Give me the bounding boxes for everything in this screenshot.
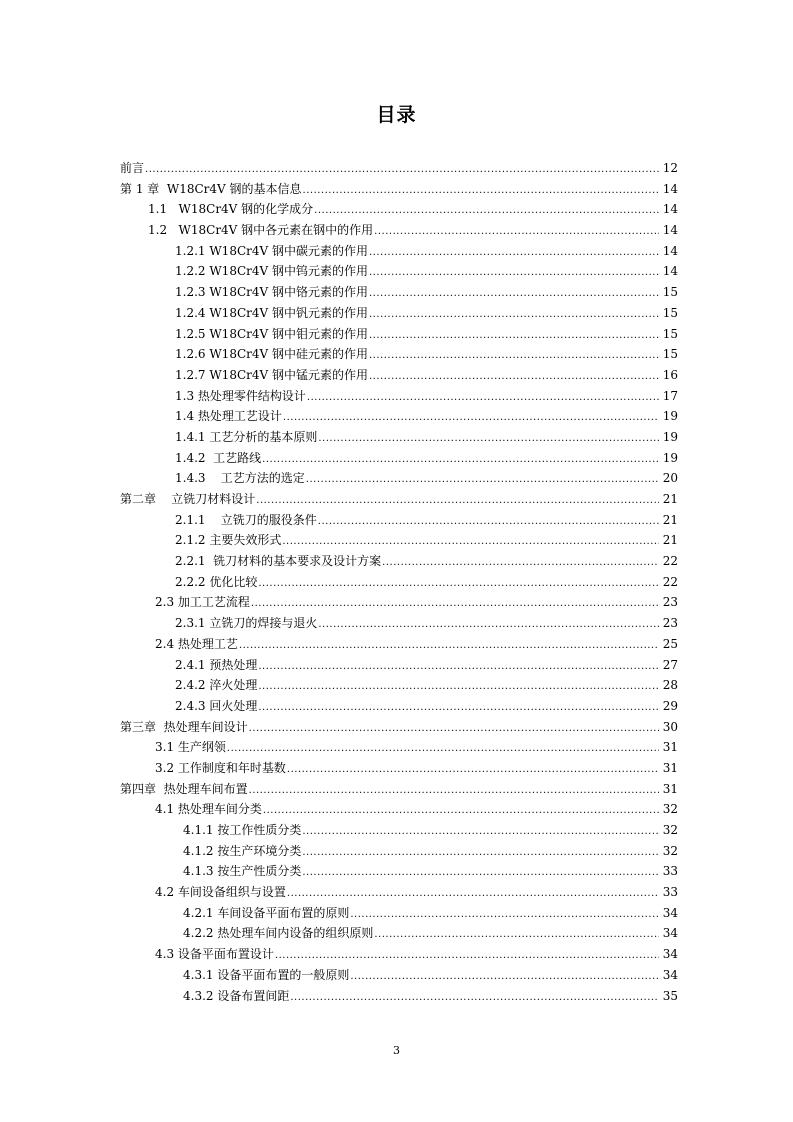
toc-entry-page: 34 — [662, 947, 678, 962]
toc-dot-leader — [262, 450, 659, 471]
toc-entry[interactable] — [120, 241, 678, 262]
toc-entry-label: 2.4 热处理工艺 — [155, 636, 238, 651]
toc-dot-leader — [350, 967, 659, 988]
toc-dot-leader — [374, 925, 659, 946]
toc-entry-label: 第三章 热处理车间设计 — [120, 719, 248, 734]
toc-entry-label: 1.2.5 W18Cr4V 钢中钼元素的作用 — [175, 326, 368, 341]
toc-entry[interactable] — [120, 344, 678, 365]
toc-entry[interactable] — [120, 799, 678, 820]
toc-dot-leader — [249, 719, 659, 740]
page-title: 目录 — [376, 104, 417, 126]
toc-dot-leader — [227, 739, 659, 760]
toc-dot-leader — [251, 594, 659, 615]
toc-entry-page: 15 — [662, 285, 678, 300]
toc-entry-label: 1.2 W18Cr4V 钢中各元素在钢中的作用 — [148, 223, 374, 238]
toc-dot-leader — [249, 781, 659, 802]
toc-entry-page: 32 — [662, 802, 678, 817]
toc-entry-label: 4.3 设备平面布置设计 — [155, 947, 274, 962]
toc-entry[interactable] — [120, 820, 678, 841]
toc-dot-leader — [302, 843, 659, 864]
toc-dot-leader — [382, 553, 659, 574]
toc-entry-page: 33 — [662, 864, 678, 879]
toc-entry-page: 14 — [662, 243, 678, 258]
toc-dot-leader — [283, 408, 659, 429]
toc-entry-page: 14 — [662, 202, 678, 217]
toc-entry[interactable] — [120, 261, 678, 282]
toc-entry-page: 23 — [662, 595, 678, 610]
toc-entry-page: 31 — [662, 740, 678, 755]
toc-entry[interactable] — [120, 696, 678, 717]
toc-entry-page: 21 — [662, 492, 678, 506]
toc-entry-label: 1.2.2 W18Cr4V 钢中钨元素的作用 — [175, 264, 368, 279]
toc-entry[interactable] — [120, 365, 678, 386]
toc-dot-leader — [369, 243, 659, 264]
toc-dot-leader — [306, 470, 659, 491]
toc-entry-page: 32 — [662, 843, 678, 858]
toc-dot-leader — [263, 801, 659, 822]
toc-entry[interactable] — [120, 303, 678, 324]
toc-entry-label: 3.1 生产纲领 — [155, 740, 226, 755]
toc-entry-page: 34 — [662, 926, 678, 941]
toc-entry[interactable] — [120, 758, 678, 779]
toc-entry-page: 12 — [662, 161, 678, 175]
toc-entry-label: 4.3.1 设备平面布置的一般原则 — [183, 967, 350, 982]
toc-dot-leader — [258, 657, 659, 678]
toc-entry-label: 2.4.3 回火处理 — [175, 698, 258, 713]
toc-entry-label: 4.1 热处理车间分类 — [155, 802, 262, 817]
toc-entry-label: 1.2.3 W18Cr4V 钢中铬元素的作用 — [175, 285, 368, 300]
toc-dot-leader — [369, 346, 659, 367]
toc-entry-page: 19 — [662, 429, 678, 444]
toc-entry[interactable] — [120, 448, 678, 469]
toc-entry-label: 4.1.3 按生产性质分类 — [183, 864, 302, 879]
toc-entry[interactable] — [120, 158, 678, 179]
toc-entry-page: 25 — [662, 636, 678, 651]
toc-entry[interactable] — [120, 882, 678, 903]
toc-dot-leader — [369, 263, 659, 284]
toc-entry-label: 1.3 热处理零件结构设计 — [175, 388, 306, 403]
toc-dot-leader — [287, 760, 659, 781]
toc-entry[interactable] — [120, 717, 678, 738]
toc-entry-page: 15 — [662, 305, 678, 320]
toc-entry-label: 4.2.1 车间设备平面布置的原则 — [183, 905, 350, 920]
toc-dot-leader — [258, 574, 659, 595]
toc-entry-page: 20 — [662, 471, 678, 486]
toc-dot-leader — [287, 884, 659, 905]
toc-entry-page: 22 — [662, 554, 678, 569]
toc-dot-leader — [258, 698, 659, 719]
toc-entry-label: 4.1.2 按生产环境分类 — [183, 843, 302, 858]
toc-entry[interactable] — [120, 737, 678, 758]
toc-entry-label: 1.1 W18Cr4V 钢的化学成分 — [148, 202, 314, 217]
toc-entry-page: 16 — [662, 367, 678, 382]
toc-entry-page: 31 — [662, 760, 678, 775]
toc-entry-label: 4.2.2 热处理车间内设备的组织原则 — [183, 926, 374, 941]
toc-entry[interactable] — [120, 986, 678, 1007]
toc-entry-label: 4.1.1 按工作性质分类 — [183, 823, 302, 837]
toc-entry-page: 21 — [662, 533, 678, 548]
toc-entry-page: 15 — [662, 326, 678, 341]
toc-entry-label: 2.3 加工工艺流程 — [155, 595, 250, 610]
toc-entry[interactable] — [120, 613, 678, 634]
toc-dot-leader — [374, 222, 659, 243]
toc-entry-page: 35 — [662, 988, 678, 1003]
toc-entry[interactable] — [120, 282, 678, 303]
toc-dot-leader — [369, 305, 659, 326]
toc-entry[interactable] — [120, 220, 678, 241]
toc-entry-label: 2.2.1 铣刀材料的基本要求及设计方案 — [175, 554, 382, 569]
toc-entry[interactable] — [120, 427, 678, 448]
toc-dot-leader — [275, 946, 659, 967]
toc-entry-page: 30 — [662, 719, 678, 734]
toc-entry[interactable] — [120, 324, 678, 345]
toc-dot-leader — [369, 326, 659, 347]
toc-entry[interactable] — [120, 634, 678, 655]
toc-entry[interactable] — [120, 530, 678, 551]
toc-entry-page: 31 — [662, 781, 678, 796]
toc-entry-page: 32 — [662, 823, 678, 837]
toc-entry[interactable] — [120, 861, 678, 882]
toc-entry-page: 14 — [662, 264, 678, 279]
toc-entry[interactable] — [120, 923, 678, 944]
toc-entry[interactable] — [120, 386, 678, 407]
toc-entry[interactable] — [120, 199, 678, 220]
toc-dot-leader — [369, 284, 659, 305]
toc-entry[interactable] — [120, 592, 678, 613]
toc-dot-leader — [145, 160, 659, 181]
toc-dot-leader — [303, 181, 659, 202]
toc-dot-leader — [369, 367, 659, 388]
toc-entry-label: 1.4 热处理工艺设计 — [175, 409, 282, 424]
toc-entry[interactable] — [120, 406, 678, 427]
toc-entry-page: 23 — [662, 616, 678, 631]
toc-entry-page: 19 — [662, 450, 678, 465]
toc-entry-label: 1.4.1 工艺分析的基本原则 — [175, 429, 318, 444]
toc-entry-page: 15 — [662, 347, 678, 362]
toc-entry[interactable] — [120, 675, 678, 696]
toc-entry-label: 2.3.1 立铣刀的焊接与退火 — [175, 616, 318, 631]
toc-entry-page: 19 — [662, 409, 678, 424]
toc-entry-label: 2.4.2 淬火处理 — [175, 678, 258, 693]
toc-dot-leader — [318, 615, 659, 636]
toc-entry-page: 14 — [662, 223, 678, 238]
toc-entry-label: 第二章 立铣刀材料设计 — [120, 492, 256, 506]
toc-entry-label: 2.1.2 主要失效形式 — [175, 533, 282, 548]
toc-entry-page: 33 — [662, 885, 678, 900]
toc-entry[interactable] — [120, 903, 678, 924]
toc-dot-leader — [256, 491, 659, 512]
toc-entry[interactable] — [120, 841, 678, 862]
toc-entry[interactable] — [120, 655, 678, 676]
toc-entry-label: 1.2.1 W18Cr4V 钢中碳元素的作用 — [175, 243, 368, 258]
toc-entry-label: 2.2.2 优化比较 — [175, 574, 258, 589]
toc-entry-page: 34 — [662, 905, 678, 920]
toc-entry[interactable] — [120, 179, 678, 200]
toc-entry-page: 34 — [662, 967, 678, 982]
toc-entry[interactable] — [120, 551, 678, 572]
toc-entry-page: 22 — [662, 574, 678, 589]
toc-entry-label: 2.1.1 立铣刀的服役条件 — [175, 512, 317, 527]
toc-entry-page: 28 — [662, 678, 678, 693]
toc-dot-leader — [318, 429, 659, 450]
toc-entry-label: 4.3.2 设备布置间距 — [183, 988, 290, 1003]
toc-entry-page: 14 — [662, 181, 678, 196]
toc-entry-label: 1.4.3 工艺方法的选定 — [175, 471, 305, 486]
toc-entry-label: 前言 — [120, 161, 145, 175]
toc-entry-label: 第四章 热处理车间布置 — [120, 781, 248, 796]
toc-entry[interactable] — [120, 489, 678, 510]
toc-dot-leader — [314, 201, 659, 222]
toc-entry[interactable] — [120, 468, 678, 489]
toc-dot-leader — [290, 988, 659, 1009]
toc-entry[interactable] — [120, 779, 678, 800]
toc-entry-page: 17 — [662, 388, 678, 403]
toc-entry-label: 2.4.1 预热处理 — [175, 657, 258, 672]
toc-dot-leader — [302, 863, 659, 884]
toc-entry[interactable] — [120, 944, 678, 965]
toc-entry-label: 3.2 工作制度和年时基数 — [155, 760, 286, 775]
toc-dot-leader — [318, 512, 659, 533]
toc-dot-leader — [282, 532, 659, 553]
page-number: 3 — [393, 1044, 400, 1057]
toc-dot-leader — [307, 388, 659, 409]
toc-entry-label: 第 1 章 W18Cr4V 钢的基本信息 — [120, 181, 302, 196]
toc-entry-page: 27 — [662, 657, 678, 672]
toc-dot-leader — [239, 636, 659, 657]
toc-entry-label: 1.2.7 W18Cr4V 钢中锰元素的作用 — [175, 367, 368, 382]
toc-entry[interactable] — [120, 572, 678, 593]
toc-entry-label: 1.2.6 W18Cr4V 钢中硅元素的作用 — [175, 347, 368, 362]
toc-dot-leader — [258, 677, 659, 698]
toc-entry[interactable] — [120, 510, 678, 531]
toc-entry-label: 4.2 车间设备组织与设置 — [155, 885, 286, 900]
toc-entry-label: 1.2.4 W18Cr4V 钢中钒元素的作用 — [175, 305, 368, 320]
table-of-contents — [120, 158, 678, 1006]
toc-entry-page: 29 — [662, 698, 678, 713]
toc-dot-leader — [302, 822, 659, 843]
toc-dot-leader — [350, 905, 659, 926]
toc-entry[interactable] — [120, 965, 678, 986]
toc-entry-label: 1.4.2 工艺路线 — [175, 450, 262, 465]
toc-entry-page: 21 — [662, 512, 678, 527]
